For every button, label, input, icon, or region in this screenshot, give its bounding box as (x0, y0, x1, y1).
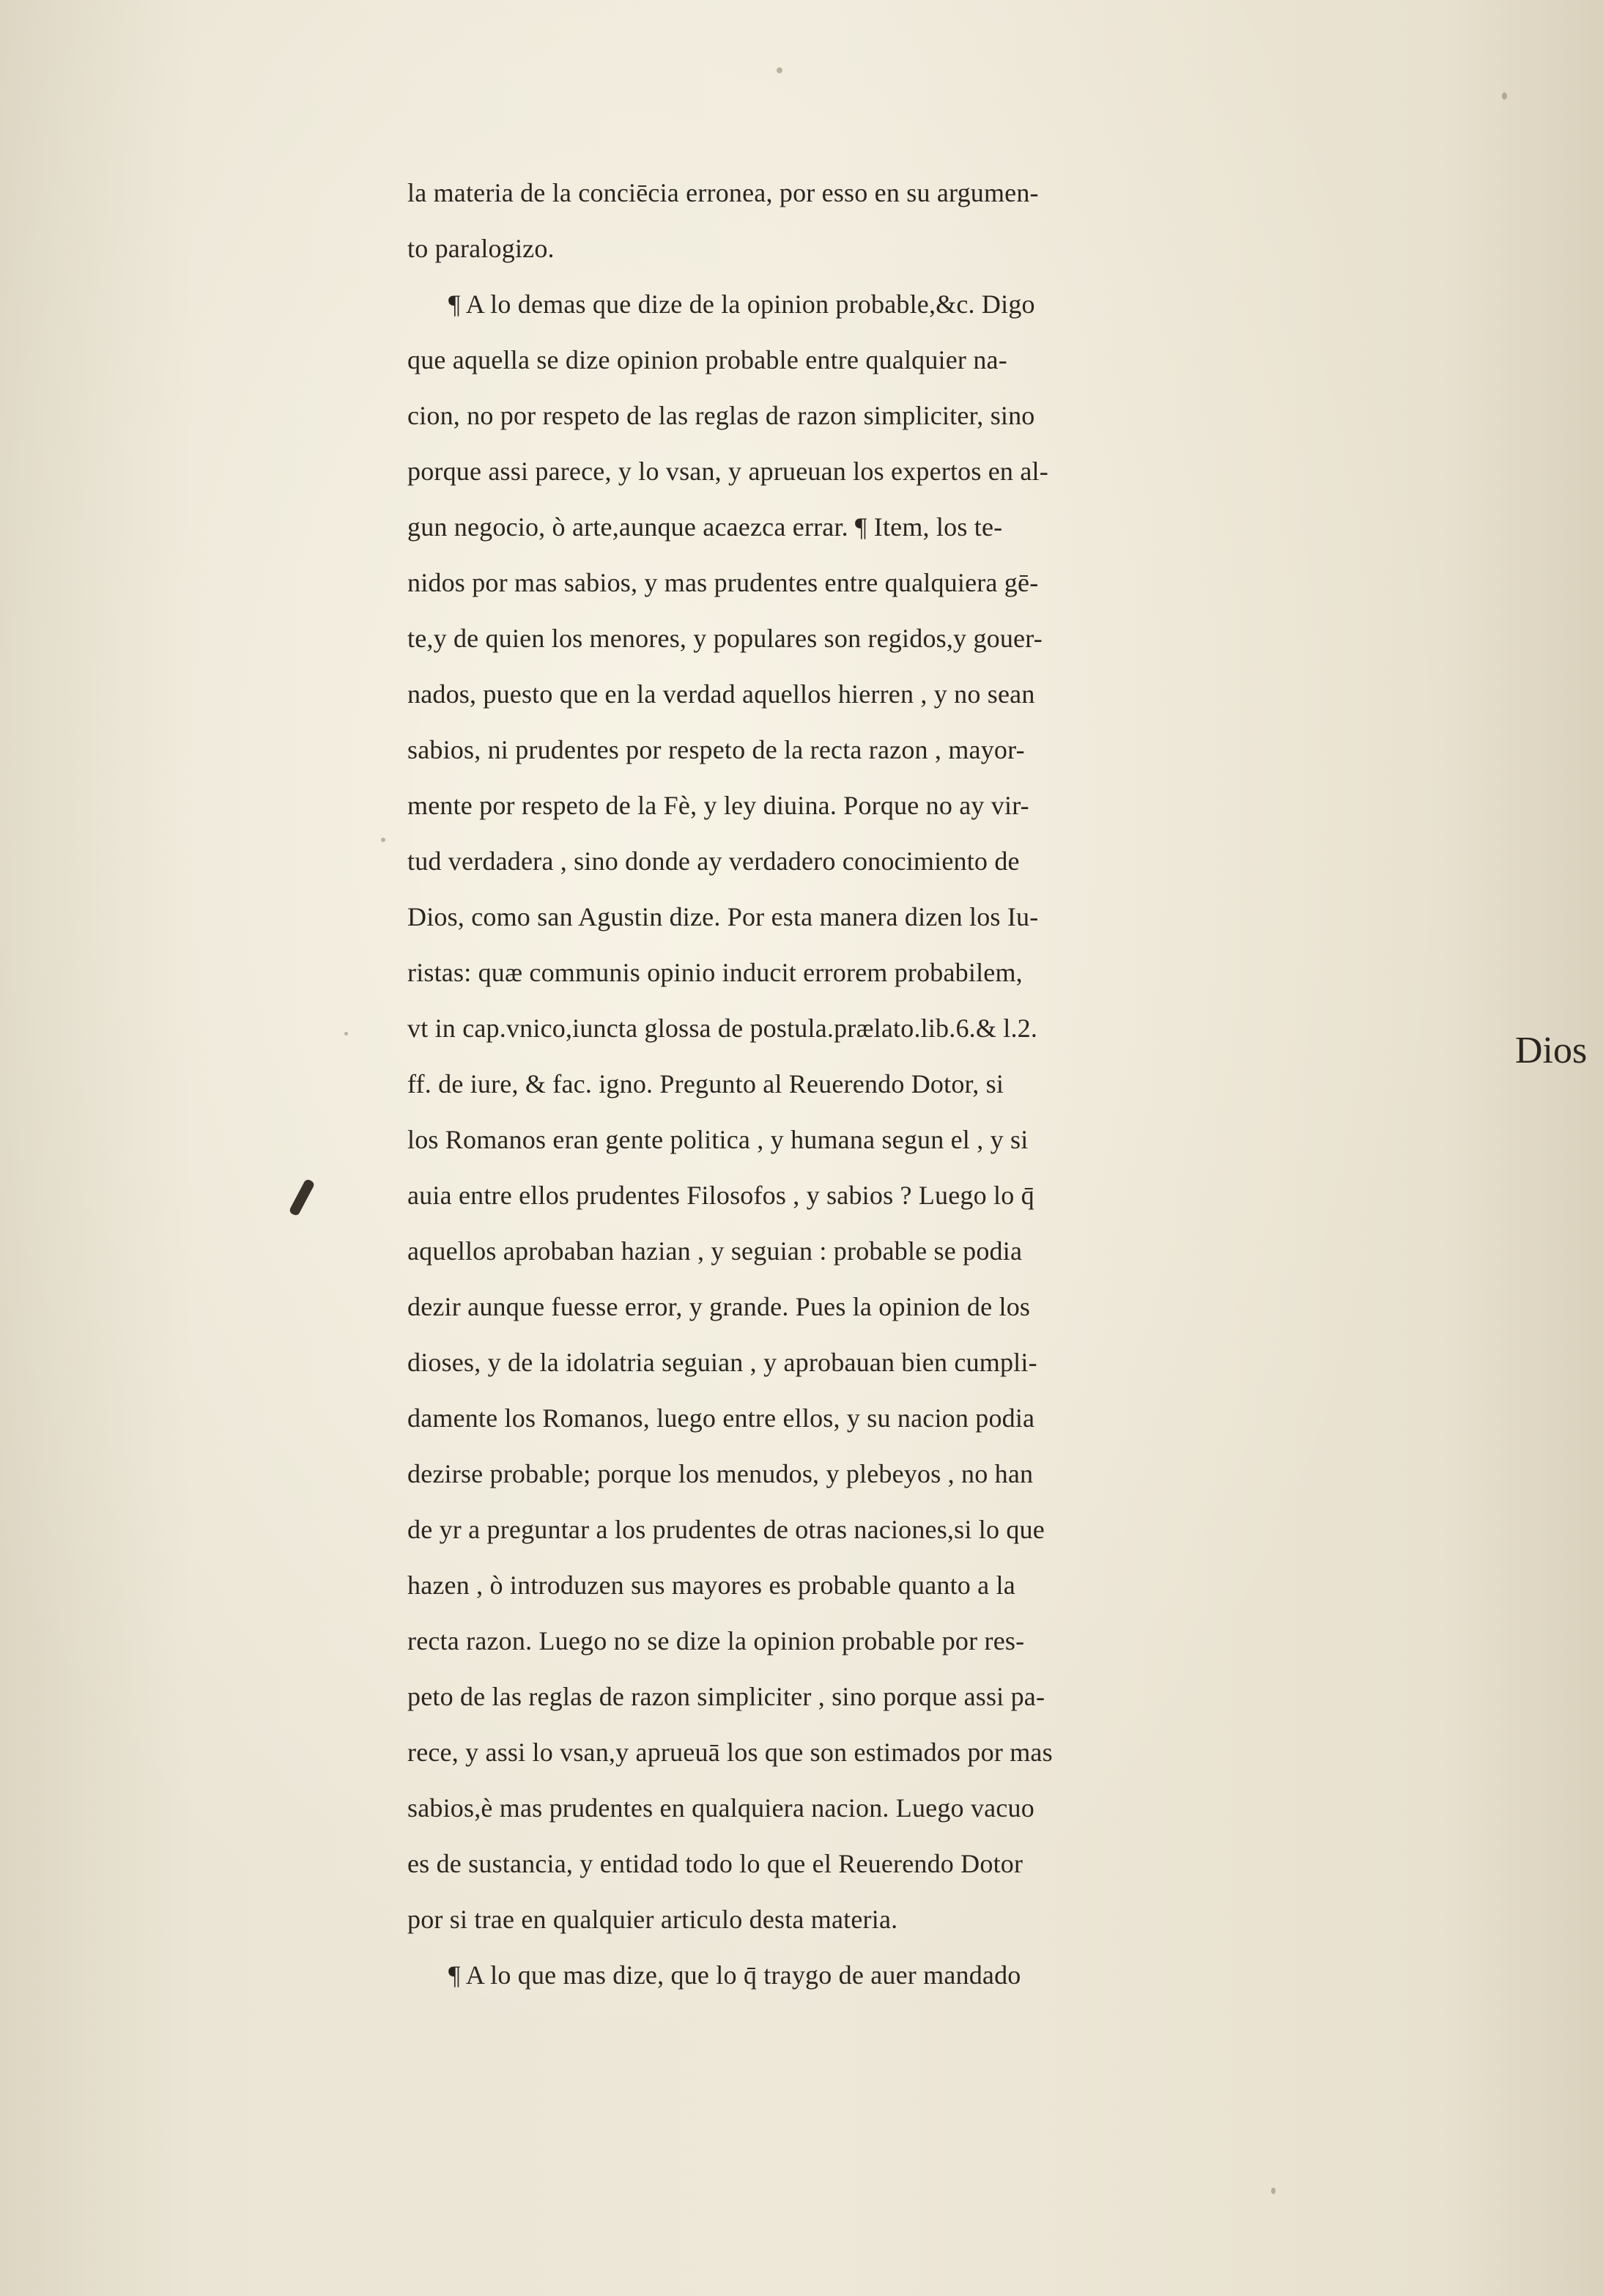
text-line: es de sustancia, y entidad todo lo que el Reuerendo Dotor (407, 1849, 1023, 1878)
text-line: tud verdadera , sino donde ay verdadero conocimiento de (407, 846, 1020, 876)
paragraph-start: ¶ A lo demas que dize de la opinion probable,&c. Digo (448, 289, 1035, 319)
text-line: recta razon. Luego no se dize la opinion probable por res- (407, 1626, 1025, 1655)
paper-speck (1271, 2188, 1276, 2194)
text-line: auia entre ellos prudentes Filosofos , y sabios ? Luego lo q̄ (407, 1181, 1034, 1210)
text-line: damente los Romanos, luego entre ellos, y su nacion podia (407, 1403, 1035, 1433)
text-line: hazen , ò introduzen sus mayores es probable quanto a la (407, 1570, 1015, 1600)
text-line: mente por respeto de la Fè, y ley diuina. Porque no ay vir- (407, 791, 1029, 820)
text-line: gun negocio, ò arte,aunque acaezca errar. ¶ Item, los te- (407, 512, 1003, 542)
text-line: dezirse probable; porque los menudos, y plebeyos , no han (407, 1459, 1034, 1488)
text-line: dezir aunque fuesse error, y grande. Pues la opinion de los (407, 1292, 1031, 1321)
text-line: nados, puesto que en la verdad aquellos hierren , y no sean (407, 679, 1035, 709)
catchword: Dios (1515, 1030, 1588, 1071)
text-line: dioses, y de la idolatria seguian , y aprobauan bien cumpli- (407, 1348, 1037, 1377)
text-line: por si trae en qualquier articulo desta materia. (407, 1905, 898, 1934)
text-line: te,y de quien los menores, y populares son regidos,y gouer- (407, 624, 1043, 653)
text-line: ristas: quæ communis opinio inducit errorem probabilem, (407, 958, 1023, 987)
paragraph-start: ¶ A lo que mas dize, que lo q̄ traygo de auer mandado (448, 1960, 1021, 1990)
text-line: peto de las reglas de razon simpliciter , sino porque assi pa- (407, 1682, 1045, 1711)
text-line: la materia de la conciēcia erronea, por esso en su argumen- (407, 178, 1039, 207)
paper-speck (344, 1032, 348, 1036)
main-text (407, 165, 1603, 2003)
text-line: los Romanos eran gente politica , y humana segun el , y si (407, 1125, 1029, 1154)
text-line: ff. de iure, & fac. igno. Pregunto al Reuerendo Dotor, si (407, 1069, 1004, 1099)
ink-stroke-mark (289, 1178, 316, 1217)
text-line: que aquella se dize opinion probable entre qualquier na- (407, 345, 1007, 374)
text-line: aquellos aprobaban hazian , y seguian : probable se podia (407, 1236, 1023, 1266)
text-line: nidos por mas sabios, y mas prudentes entre qualquiera gē- (407, 568, 1039, 597)
text-line: cion, no por respeto de las reglas de razon simpliciter, sino (407, 401, 1035, 430)
text-line: sabios,è mas prudentes en qualquiera nacion. Luego vacuo (407, 1793, 1034, 1823)
text-line: rece, y assi lo vsan,y aprueuā los que son estimados por mas (407, 1738, 1053, 1767)
paper-speck (1502, 92, 1507, 100)
paper-speck (777, 67, 782, 73)
text-line: vt in cap.vnico,iuncta glossa de postula.prælato.lib.6.& l.2. (407, 1014, 1038, 1043)
text-line: de yr a preguntar a los prudentes de otras naciones,si lo que (407, 1515, 1045, 1544)
text-line: Dios, como san Agustin dize. Por esta manera dizen los Iu- (407, 902, 1039, 931)
text-line: porque assi parece, y lo vsan, y aprueuan los expertos en al- (407, 457, 1048, 486)
text-line: to paralogizo. (407, 234, 555, 263)
paper-speck (381, 838, 385, 842)
text-line: sabios, ni prudentes por respeto de la recta razon , mayor- (407, 735, 1025, 764)
